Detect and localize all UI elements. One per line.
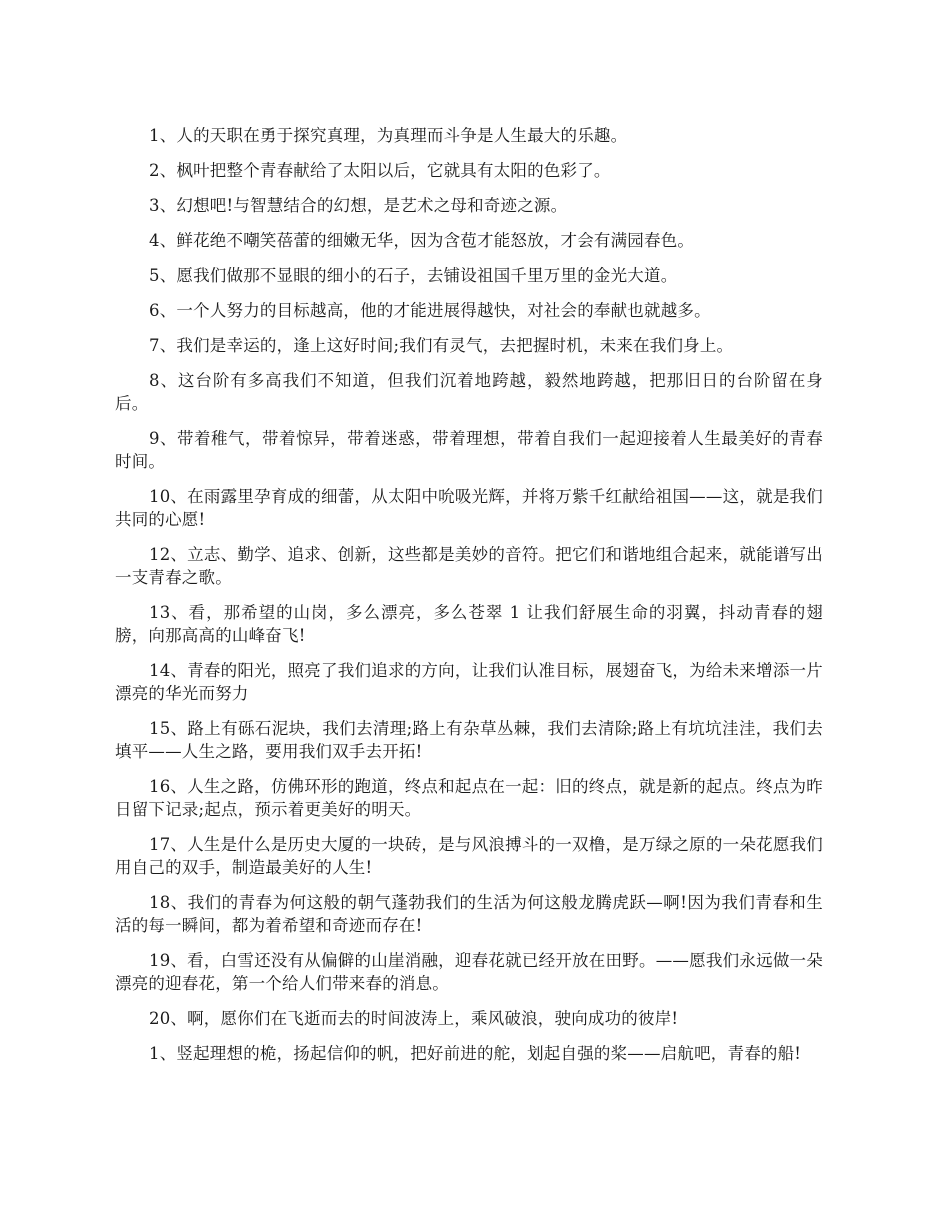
paragraph: 17、人生是什么是历史大厦的一块砖，是与风浪搏斗的一双橹，是万绿之原的一朵花愿我们用自己的双手，制造最美好的人生! bbox=[115, 835, 823, 877]
paragraph: 1、人的天职在勇于探究真理，为真理而斗争是人生最大的乐趣。 bbox=[149, 126, 628, 145]
paragraph: 19、看，白雪还没有从偏僻的山崖消融，迎春花就已经开放在田野。——愿我们永远做一朵漂亮的迎春花，第一个给人们带来春的消息。 bbox=[115, 951, 823, 993]
paragraph: 13、看，那希望的山岗，多么漂亮，多么苍翠 1 让我们舒展生命的羽翼，抖动青春的翅膀，向那高高的山峰奋飞! bbox=[115, 603, 823, 645]
document-body bbox=[115, 124, 823, 1077]
paragraph: 8、这台阶有多高我们不知道，但我们沉着地跨越，毅然地跨越，把那旧日的台阶留在身后。 bbox=[115, 371, 823, 413]
paragraph: 15、路上有砾石泥块，我们去清理;路上有杂草丛棘，我们去清除;路上有坑坑洼洼，我们去填平——人生之路，要用我们双手去开拓! bbox=[115, 719, 823, 761]
paragraph: 20、啊，愿你们在飞逝而去的时间波涛上，乘风破浪，驶向成功的彼岸! bbox=[149, 1009, 679, 1028]
paragraph: 2、枫叶把整个青春献给了太阳以后，它就具有太阳的色彩了。 bbox=[149, 161, 611, 180]
paragraph: 18、我们的青春为何这般的朝气蓬勃我们的生活为何这般龙腾虎跃—啊!因为我们青春和生活的每一瞬间，都为着希望和奇迹而存在! bbox=[115, 893, 823, 935]
paragraph: 4、鲜花绝不嘲笑蓓蕾的细嫩无华，因为含苞才能怒放，才会有满园春色。 bbox=[149, 231, 695, 250]
paragraph: 10、在雨露里孕育成的细蕾，从太阳中吮吸光辉，并将万紫千红献给祖国——这，就是我们共同的心愿! bbox=[115, 487, 823, 529]
paragraph: 5、愿我们做那不显眼的细小的石子，去铺设祖国千里万里的金光大道。 bbox=[149, 266, 678, 285]
paragraph: 14、青春的阳光，照亮了我们追求的方向，让我们认准目标，展翅奋飞，为给未来增添一片漂亮的华光而努力 bbox=[115, 661, 823, 703]
paragraph: 7、我们是幸运的，逢上这好时间;我们有灵气，去把握时机，未来在我们身上。 bbox=[149, 336, 734, 355]
paragraph: 12、立志、勤学、追求、创新，这些都是美妙的音符。把它们和谐地组合起来，就能谱写出一支青春之歌。 bbox=[115, 545, 823, 587]
paragraph: 3、幻想吧!与智慧结合的幻想，是艺术之母和奇迹之源。 bbox=[149, 196, 568, 215]
paragraph: 1、竖起理想的桅，扬起信仰的帆，把好前进的舵，划起自强的桨——启航吧，青春的船! bbox=[149, 1044, 802, 1063]
paragraph: 9、带着稚气，带着惊异，带着迷惑，带着理想，带着自我们一起迎接着人生最美好的青春时间。 bbox=[115, 429, 823, 471]
paragraph: 6、一个人努力的目标越高，他的才能进展得越快，对社会的奉献也就越多。 bbox=[149, 301, 711, 320]
paragraph: 16、人生之路，仿佛环形的跑道，终点和起点在一起：旧的终点，就是新的起点。终点为昨日留下记录;起点，预示着更美好的明天。 bbox=[115, 777, 823, 819]
